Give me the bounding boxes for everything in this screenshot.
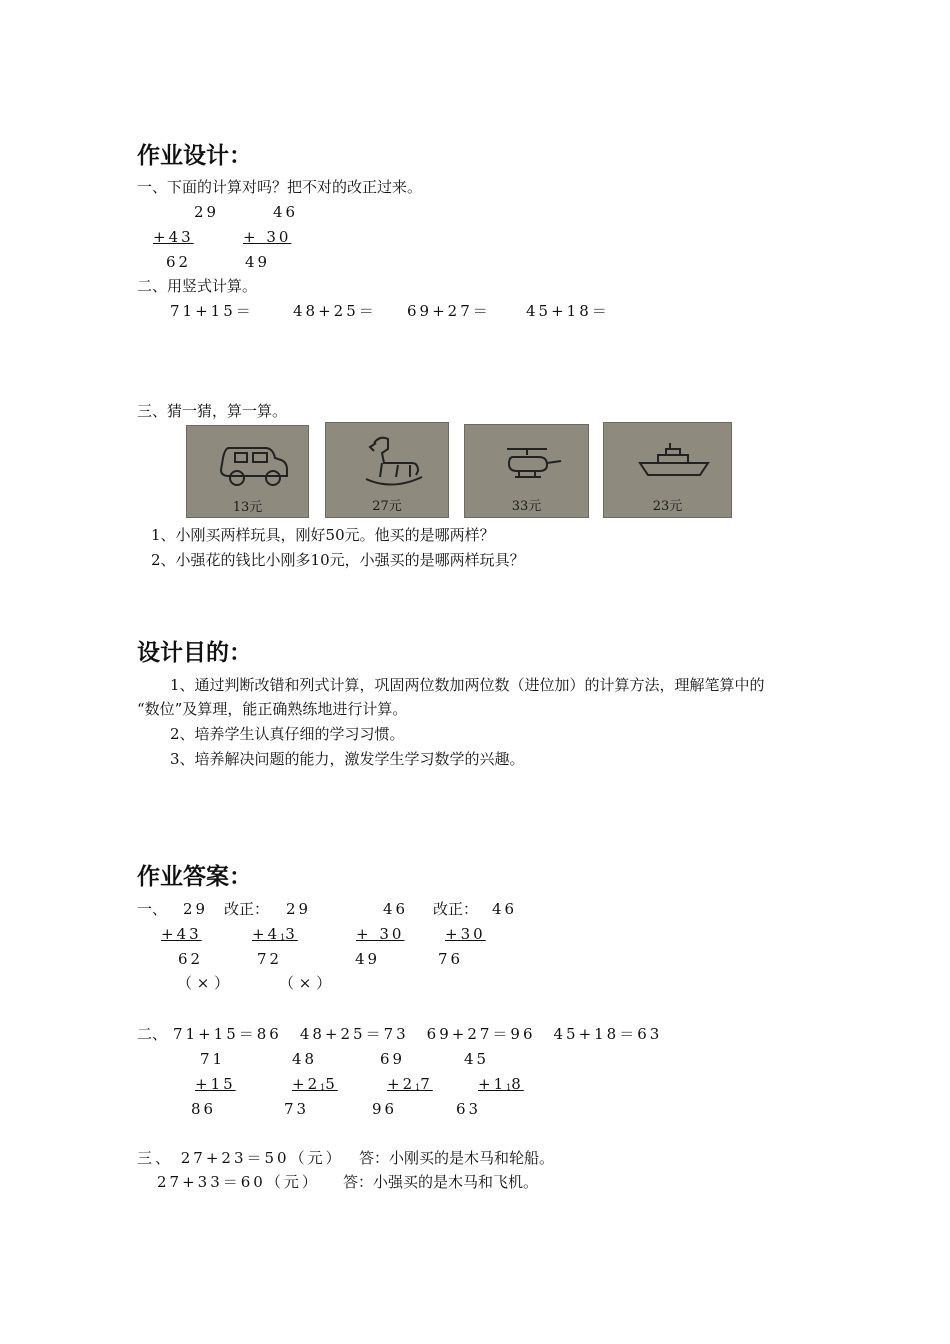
a2-col-result: 63 (456, 1100, 482, 1118)
a1-p1-top: 29 (183, 900, 209, 918)
a2-col-top: 45 (464, 1050, 490, 1068)
q1b-top: 46 (273, 203, 299, 221)
a2-col-bottom (478, 1075, 524, 1097)
a1-f1-bottom (252, 925, 298, 947)
a2-equations: 71+15＝86 48+25＝73 69+27＝96 45+18＝63 (173, 1025, 663, 1043)
a2-col-result: 86 (191, 1100, 217, 1118)
a1-f1-result: 72 (257, 950, 283, 968)
q3-question-1: 1、小刚买两样玩具，刚好50元。他买的是哪两样？ (151, 526, 495, 544)
a1-p2-mark: （ × ） (279, 974, 332, 992)
a2-col-result: 73 (284, 1100, 310, 1118)
a2-col-bottom (292, 1075, 338, 1097)
toy-card-helicopter (464, 424, 589, 518)
a1-p2-result: 49 (355, 950, 381, 968)
a1-label: 一、 (137, 900, 168, 918)
a3-line-2: 27+33＝60（元） (157, 1173, 320, 1191)
a2-col-top: 69 (380, 1050, 406, 1068)
heading-homework-answers: 作业答案： (137, 864, 252, 890)
a2-col-bottom (195, 1075, 236, 1093)
toy-card-car (186, 425, 309, 518)
a1-p1-result: 62 (178, 950, 204, 968)
a2-col-top: 71 (200, 1050, 226, 1068)
a3-line-1: 三、 27+23＝50（元） (137, 1149, 344, 1167)
a2-col-bottom-a: +15 (195, 1075, 236, 1093)
a1-fix1-label: 改正： (224, 900, 270, 918)
a1-f2-bottom: +30 (445, 925, 486, 943)
a2-col-result: 96 (372, 1100, 398, 1118)
toy-price: 13元 (232, 500, 263, 515)
a3-answer-1: 答：小刚买的是木马和轮船。 (359, 1149, 555, 1167)
q1-title: 一、下面的计算对吗？把不对的改正过来。 (137, 178, 423, 196)
toy-card-ship (603, 422, 732, 518)
q3-title: 三、猜一猜，算一算。 (137, 402, 288, 420)
toy-price: 23元 (652, 499, 683, 514)
q2-item: 71+15＝ (170, 302, 254, 320)
a1-p2-bottom: + 30 (356, 925, 405, 943)
a2-col-bottom-a: +2 (387, 1075, 416, 1093)
carry-digit: 1 (280, 933, 286, 942)
a3-answer-2: 答：小强买的是木马和飞机。 (343, 1173, 539, 1191)
q1a-top: 29 (194, 203, 220, 221)
a1-p1-mark: （ × ） (177, 974, 230, 992)
q2-item: 69+27＝ (407, 302, 491, 320)
a2-col-bottom-b: 5 (325, 1075, 338, 1093)
purpose-2: 2、培养学生认真仔细的学习习惯。 (170, 725, 405, 743)
toy-price: 27元 (372, 499, 402, 514)
a2-col-bottom (387, 1075, 433, 1097)
q3-question-2: 2、小强花的钱比小刚多10元，小强买的是哪两样玩具？ (151, 551, 525, 569)
a2-col-bottom-a: +2 (292, 1075, 321, 1093)
a2-col-bottom-a: +1 (478, 1075, 507, 1093)
purpose-1b: “数位”及算理，能正确熟练地进行计算。 (137, 700, 408, 718)
toy-price: 33元 (511, 499, 542, 514)
q1b-result: 49 (245, 253, 271, 271)
a2-col-bottom-b: 8 (511, 1075, 524, 1093)
heading-homework-design: 作业设计： (137, 143, 252, 169)
q2-item: 45+18＝ (526, 302, 610, 320)
a1-f2-top: 46 (492, 900, 518, 918)
a1-p2-top: 46 (383, 900, 409, 918)
purpose-1a: 1、通过判断改错和列式计算，巩固两位数加两位数（进位加）的计算方法，理解笔算中的 (170, 676, 765, 694)
q2-title: 二、用竖式计算。 (137, 277, 258, 295)
carry-digit: 1 (415, 1083, 421, 1092)
a1-f1-bottom-a: +4 (252, 925, 281, 943)
carry-digit: 1 (320, 1083, 326, 1092)
a1-f1-bottom-b: 3 (285, 925, 298, 943)
q1a-bottom: +43 (153, 228, 194, 246)
a2-col-top: 48 (292, 1050, 318, 1068)
toy-card-rocking-horse (325, 422, 449, 518)
heading-design-purpose: 设计目的： (137, 640, 252, 666)
a2-col-bottom-b: 7 (420, 1075, 433, 1093)
q2-item: 48+25＝ (293, 302, 377, 320)
purpose-3: 3、培养解决问题的能力，激发学生学习数学的兴趣。 (170, 750, 525, 768)
carry-digit: 1 (506, 1083, 512, 1092)
a1-f2-result: 76 (438, 950, 464, 968)
q1a-result: 62 (166, 253, 192, 271)
q1b-bottom: + 30 (243, 228, 292, 246)
a1-fix2-label: 改正： (433, 900, 479, 918)
a2-label: 二、 (137, 1025, 168, 1043)
a1-f1-top: 29 (286, 900, 312, 918)
a1-p1-bottom: +43 (161, 925, 202, 943)
